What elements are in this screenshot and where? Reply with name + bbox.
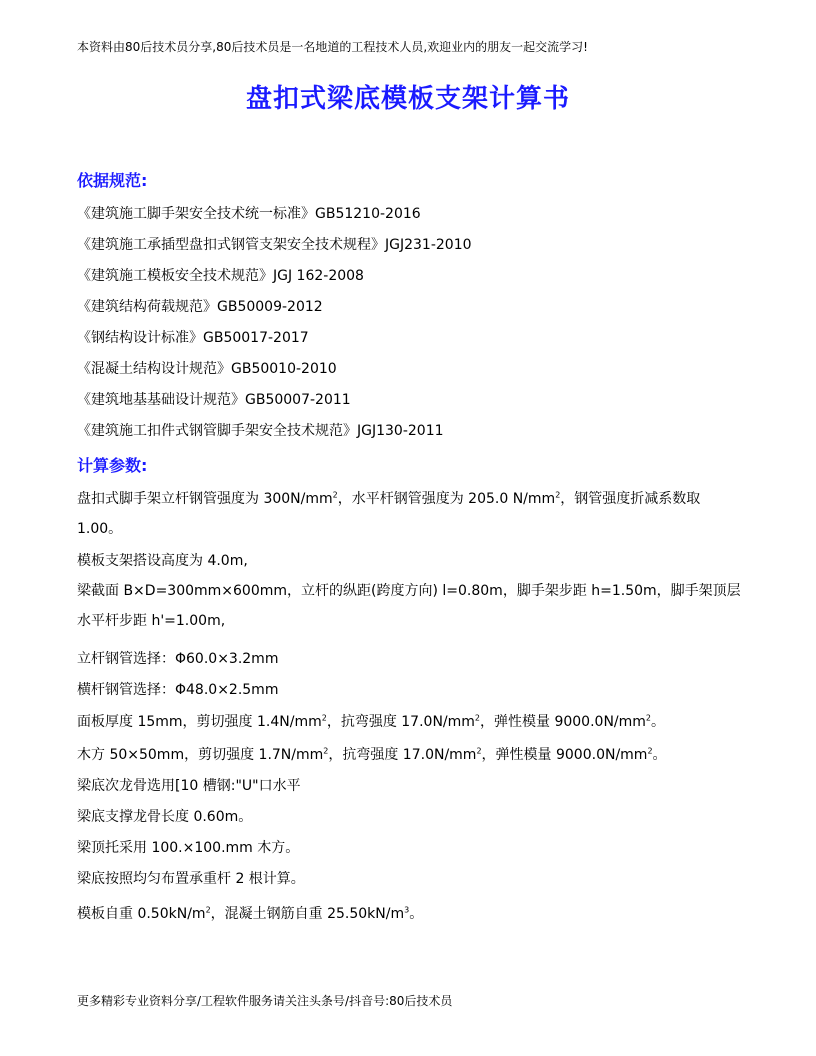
param-bearing-poles: 梁底按照均匀布置承重杆 2 根计算。 — [77, 871, 305, 887]
standard-item: 《混凝土结构设计规范》GB50010-2010 — [77, 361, 337, 377]
params-heading: 计算参数: — [77, 456, 148, 475]
standard-item: 《建筑施工脚手架安全技术统一标准》GB51210-2016 — [77, 206, 421, 222]
param-pole-pipe: 立杆钢管选择：Φ60.0×3.2mm — [77, 651, 279, 667]
param-timber: 木方 50×50mm，剪切强度 $1.7N/mm^2$，抗弯强度 $17.0N/mm^2$，弹性模量 $9000.0N/mm^2$。 — [77, 746, 667, 763]
document-title: 盘扣式梁底模板支架计算书 — [245, 84, 570, 114]
param-bar-pipe: 横杆钢管选择：Φ48.0×2.5mm — [77, 682, 279, 698]
param-panel: 面板厚度 15mm，剪切强度 $1.4N/mm^2$，抗弯强度 $17.0N/mm^2$，弹性模量 $9000.0N/mm^2$。 — [77, 713, 666, 730]
page-header: 本资料由80后技术员分享,80后技术员是一名地道的工程技术人员,欢迎业内的朋友一起交流学习! — [77, 40, 588, 54]
standard-item: 《钢结构设计标准》GB50017-2017 — [77, 330, 309, 346]
param-support-length: 梁底支撑龙骨长度 0.60m。 — [77, 809, 253, 825]
standard-item: 《建筑施工扣件式钢管脚手架安全技术规范》JGJ130-2011 — [77, 423, 444, 439]
standard-item: 《建筑地基基础设计规范》GB50007-2011 — [77, 392, 351, 408]
param-top-support: 梁顶托采用 100.×100.mm 木方。 — [77, 840, 300, 856]
standard-item: 《建筑施工模板安全技术规范》JGJ 162-2008 — [77, 268, 364, 284]
param-beam-section: 梁截面 B×D=300mm×600mm，立杆的纵距(跨度方向) l=0.80m，脚手架步距 h=1.50m，脚手架顶层水平杆步距 h'=1.00m, — [77, 583, 741, 629]
standard-item: 《建筑结构荷载规范》GB50009-2012 — [77, 299, 323, 315]
page-footer: 更多精彩专业资料分享/工程软件服务请关注头条号/抖音号:80后技术员 — [77, 994, 453, 1008]
standards-heading: 依据规范: — [77, 171, 148, 190]
param-secondary-joist: 梁底次龙骨选用[10 槽钢:"U"口水平 — [77, 778, 301, 794]
standard-item: 《建筑施工承插型盘扣式钢管支架安全技术规程》JGJ231-2010 — [77, 237, 472, 253]
param-steel-strength: 盘扣式脚手架立杆钢管强度为 $300N/mm^2$，水平杆钢管强度为 205.0 $N/mm^2$，钢管强度折减系数取 1.00。 — [77, 490, 701, 537]
param-height: 模板支架搭设高度为 4.0m, — [77, 553, 248, 569]
param-self-weight: 模板自重 $0.50kN/m^2$，混凝土钢筋自重 $25.50kN/m^3$。 — [77, 905, 424, 922]
